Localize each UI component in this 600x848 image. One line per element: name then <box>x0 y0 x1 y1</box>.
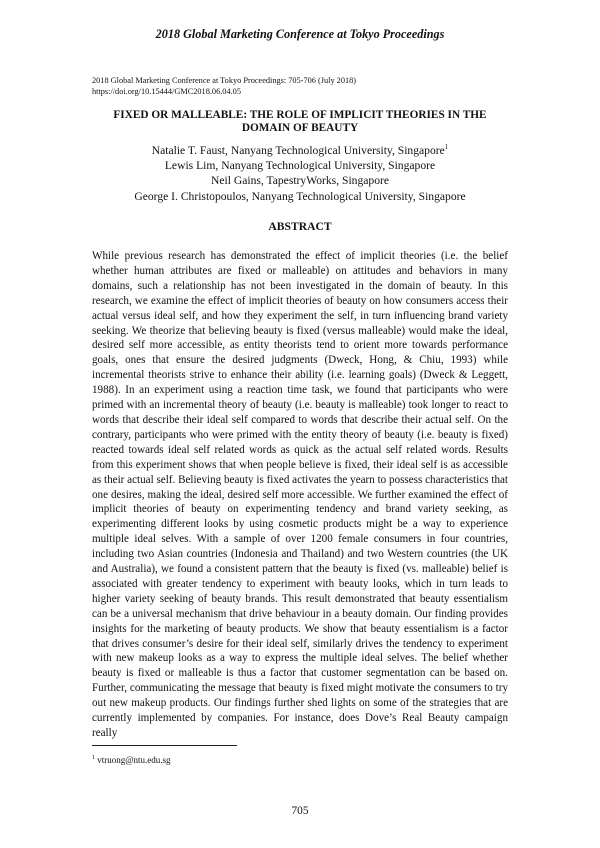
citation-block <box>92 75 356 97</box>
doi-line: https://doi.org/10.15444/GMC2018.06.04.05 <box>92 87 241 96</box>
author-line: Lewis Lim, Nanyang Technological University, Singapore <box>164 159 436 173</box>
citation-line: 2018 Global Marketing Conference at Tokyo Proceedings: 705-706 (July 2018) <box>92 76 357 85</box>
author-line <box>92 143 508 158</box>
abstract-body: While previous research has demonstrated the effect of implicit theories (i.e. the belief whether human attributes are fixed or malleable) on attitudes and behaviors in many domains, such a relationship has not been investigated in the domain of beauty. In this research, we examine the effect of implicit theories of beauty on how consumers access their actual versus ideal self, and how they experiment the self, in turn influencing brand variety seeking. We theorize that believing beauty is fixed (versus malleable) would make the ideal, desired self more accessible, as entity theorists tend to orient more towards performance goals, ones that ensure the desired judgments (Dweck, Hong, & Chiu, 1993) while incremental theorists strive to enhance their ability (i.e. learning goals) (Dweck & Leggett, 1988). In an experiment using a reaction time task, we found that participants who were primed with an incremental theory of beauty (i.e. beauty is malleable) took longer to react to words that describe their ideal self compared to words that describe their actual self. On the contrary, participants who were primed with the entity theory of beauty (i.e. beauty is fixed) reacted towards ideal self related words as quick as the actual self related words. Results from this experiment shows that when people believe is fixed, their ideal self is as accessible as their actual self. Believing beauty is fixed activates the yearn to possess characteristics that one desires, making the ideal, desired self more accessible. We further examined the effect of implicit theories of beauty on experimenting tendency and brand variety seeking, as experimenting different looks by using cosmetic products might be a way to experience multiple ideal selves. With a sample of over 1200 female consumers in four countries, including two Asian countries (Indonesia and Thailand) and two Western countries (the UK and Australia), we found a consistent pattern that the beauty is fixed (vs. malleable) belief is associated with greater tendency to experiment with beauty looks, which in turn leads to higher variety seeking of beauty brands. This result demonstrated that beauty essentialism can be a universal mechanism that drive behaviour in a beauty domain. Our finding provides insights for the marketing of beauty products. We show that beauty essentialism is a factor that drives consumer’s desire for their ideal self, similarly drives the tendency to experiment with new makeup looks as a way to express the multiple ideal selves. The belief whether beauty is fixed or malleable is thus a factor that customer segmentation can be based on. Further, communicating the message that beauty is fixed might motivate the consumers to try out new makeup products. Our findings further shed lights on some of the strategies that are currently implemented by companies. For instance, does Dove’s Real Beauty campaign really <box>92 250 508 739</box>
author-list <box>92 143 508 204</box>
footnote-marker: 1 <box>444 143 449 151</box>
footnote <box>92 755 171 765</box>
author-affiliation: Natalie T. Faust, Nanyang Technological University, Singapore <box>151 144 445 157</box>
footnote-email: vtruong@ntu.edu.sg <box>97 755 171 765</box>
abstract-heading: ABSTRACT <box>268 220 332 233</box>
running-header: 2018 Global Marketing Conference at Tokyo Proceedings <box>155 27 445 41</box>
page-number: 705 <box>291 805 309 817</box>
title-line: DOMAIN OF BEAUTY <box>241 122 359 134</box>
title-line: FIXED OR MALLEABLE: THE ROLE OF IMPLICIT THEORIES IN THE <box>113 109 487 121</box>
author-line: George I. Christopoulos, Nanyang Technological University, Singapore <box>134 189 466 203</box>
footnote-mark: 1 <box>92 755 95 761</box>
author-line: Neil Gains, TapestryWorks, Singapore <box>210 174 390 188</box>
paper-title <box>92 109 508 135</box>
footnote-divider <box>92 745 237 746</box>
